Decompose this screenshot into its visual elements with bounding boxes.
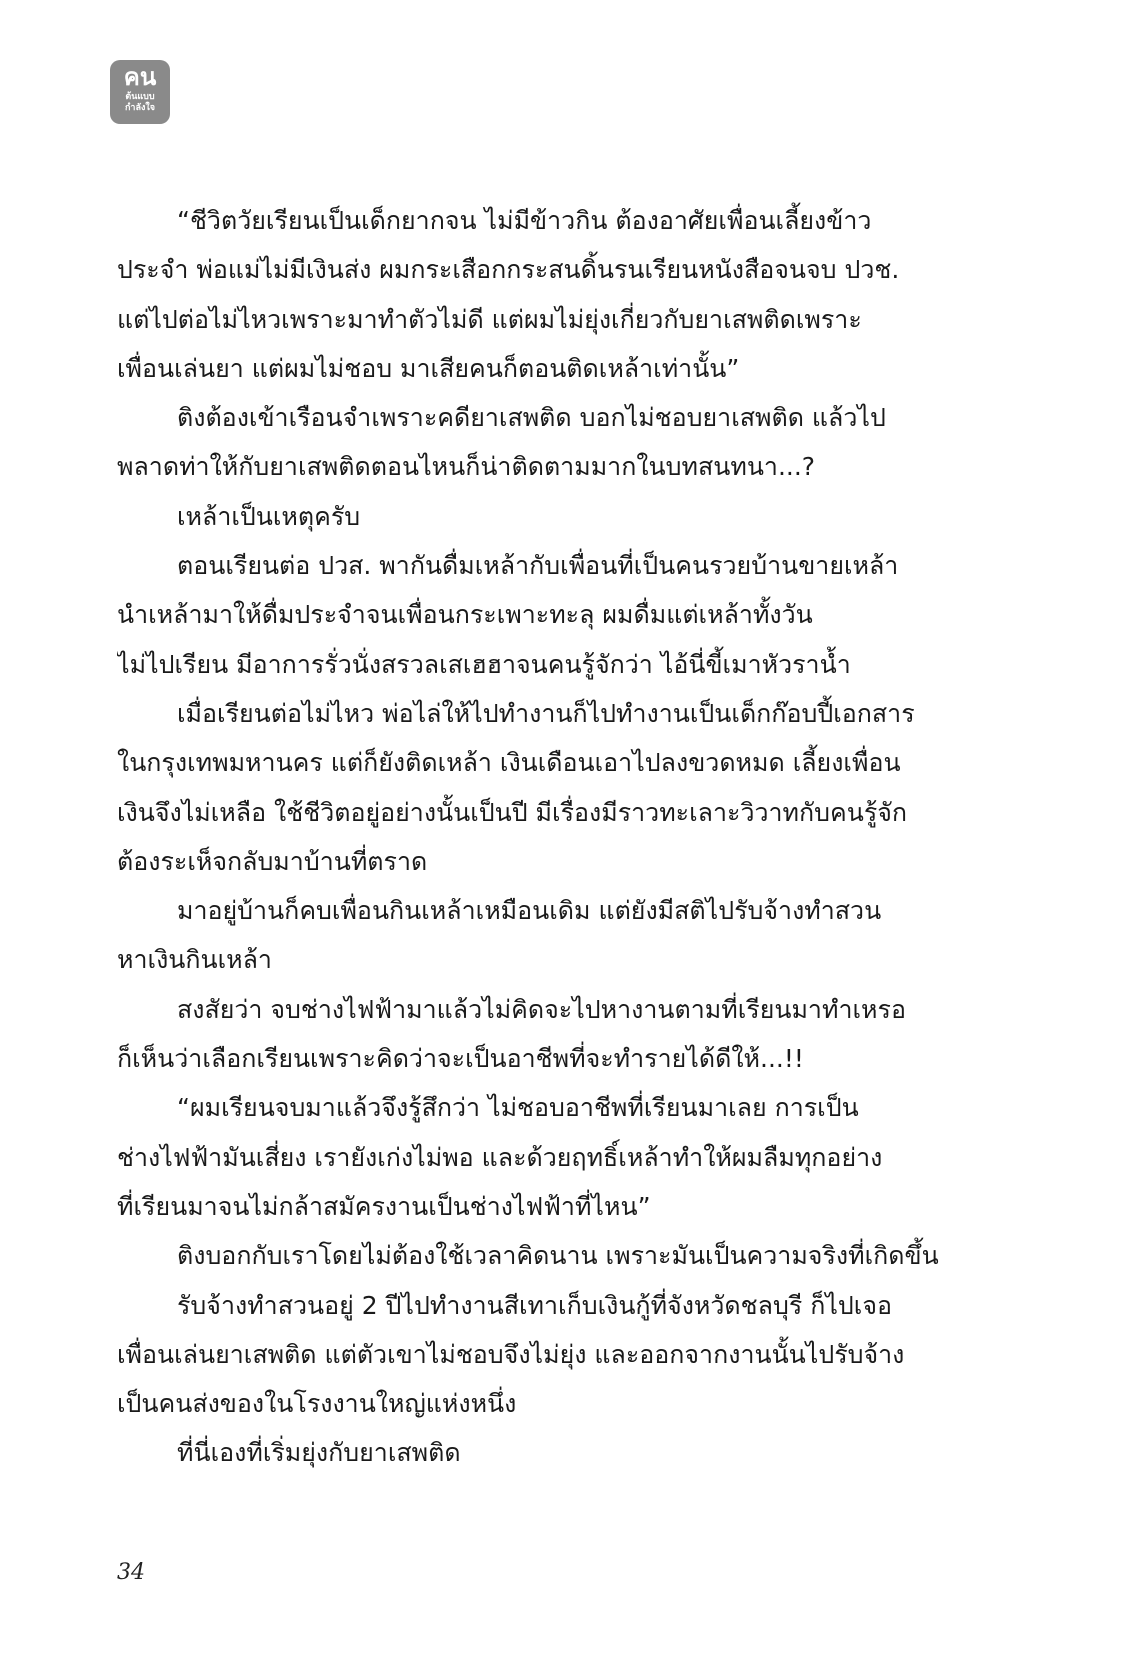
paragraph — [117, 985, 952, 1084]
text-line: แต่ไปต่อไม่ไหวเพราะมาทำตัวไม่ดี แต่ผมไม่ยุ่งเกี่ยวกับยาเสพติดเพราะ — [117, 304, 862, 334]
text-line: ในกรุงเทพมหานคร แต่ก็ยังติดเหล้า เงินเดือนเอาไปลงขวดหมด เลี้ยงเพื่อน — [117, 748, 901, 778]
text-line: ที่เรียนมาจนไม่กล้าสมัครงานเป็นช่างไฟฟ้าที่ไหน” — [117, 1191, 651, 1221]
paragraph — [117, 1428, 952, 1477]
text-line: ติงต้องเข้าเรือนจำเพราะคดียาเสพติด บอกไม่ชอบยาเสพติด แล้วไป — [177, 403, 886, 433]
logo-title: คน — [123, 63, 157, 91]
text-line: สงสัยว่า จบช่างไฟฟ้ามาแล้วไม่คิดจะไปหางานตามที่เรียนมาทำเหรอ — [177, 994, 906, 1024]
paragraph — [117, 886, 952, 985]
text-line: เพื่อนเล่นยา แต่ผมไม่ชอบ มาเสียคนก็ตอนติดเหล้าเท่านั้น” — [117, 353, 740, 383]
text-line: นำเหล้ามาให้ดื่มประจำจนเพื่อนกระเพาะทะลุ ผมดื่มแต่เหล้าทั้งวัน — [117, 600, 813, 630]
paragraph — [117, 1083, 952, 1231]
text-line: พลาดท่าให้กับยาเสพติดตอนไหนก็น่าติดตามมากในบทสนทนา...? — [117, 452, 816, 482]
text-line: ติงบอกกับเราโดยไม่ต้องใช้เวลาคิดนาน เพราะมันเป็นความจริงที่เกิดขึ้น — [177, 1241, 939, 1271]
text-line: ต้องระเห็จกลับมาบ้านที่ตราด — [117, 846, 428, 876]
logo-subtitle-2: กำลังใจ — [124, 103, 156, 113]
text-line: เมื่อเรียนต่อไม่ไหว พ่อไล่ให้ไปทำงานก็ไปทำงานเป็นเด็กก๊อบปี้เอกสาร — [177, 698, 915, 728]
text-line: ประจำ พ่อแม่ไม่มีเงินส่ง ผมกระเสือกกระสนดิ้นรนเรียนหนังสือจนจบ ปวช. — [117, 255, 900, 285]
paragraph — [117, 393, 952, 492]
text-line: ช่างไฟฟ้ามันเสี่ยง เรายังเก่งไม่พอ และด้วยฤทธิ์เหล้าทำให้ผมลืมทุกอย่าง — [117, 1142, 883, 1172]
text-line: เงินจึงไม่เหลือ ใช้ชีวิตอยู่อย่างนั้นเป็นปี มีเรื่องมีราวทะเลาะวิวาทกับคนรู้จัก — [117, 797, 908, 827]
text-line: รับจ้างทำสวนอยู่ 2 ปีไปทำงานสีเทาเก็บเงินกู้ที่จังหวัดชลบุรี ก็ไปเจอ — [177, 1290, 892, 1320]
paragraph — [117, 689, 952, 886]
page-number: 34 — [117, 1560, 145, 1585]
text-line: เป็นคนส่งของในโรงงานใหญ่แห่งหนึ่ง — [117, 1389, 517, 1419]
paragraph — [117, 1231, 952, 1280]
text-line: หาเงินกินเหล้า — [117, 945, 272, 975]
paragraph — [117, 492, 952, 541]
text-line: “ชีวิตวัยเรียนเป็นเด็กยากจน ไม่มีข้าวกิน ต้องอาศัยเพื่อนเลี้ยงข้าว — [177, 206, 872, 235]
text-line: เพื่อนเล่นยาเสพติด แต่ตัวเขาไม่ชอบจึงไม่ยุ่ง และออกจากงานนั้นไปรับจ้าง — [117, 1339, 905, 1369]
body-text — [117, 196, 952, 1478]
text-line: “ผมเรียนจบมาแล้วจึงรู้สึกว่า ไม่ชอบอาชีพที่เรียนมาเลย การเป็น — [177, 1093, 859, 1123]
paragraph — [117, 541, 952, 689]
text-line: ที่นี่เองที่เริ่มยุ่งกับยาเสพติด — [177, 1438, 461, 1468]
text-line: เหล้าเป็นเหตุครับ — [177, 501, 361, 531]
paragraph — [117, 1281, 952, 1429]
logo-subtitle-1: ต้นแบบ — [125, 92, 155, 102]
paragraph — [117, 196, 952, 393]
text-line: ก็เห็นว่าเลือกเรียนเพราะคิดว่าจะเป็นอาชีพที่จะทำรายได้ดีให้...!! — [117, 1044, 804, 1074]
text-line: มาอยู่บ้านก็คบเพื่อนกินเหล้าเหมือนเดิม แต่ยังมีสติไปรับจ้างทำสวน — [177, 896, 882, 926]
text-line: ตอนเรียนต่อ ปวส. พากันดื่มเหล้ากับเพื่อนที่เป็นคนรวยบ้านขายเหล้า — [177, 551, 899, 581]
book-series-logo — [110, 60, 170, 124]
text-line: ไม่ไปเรียน มีอาการรั่วนั่งสรวลเสเฮฮาจนคนรู้จักว่า ไอ้นี่ขี้เมาหัวราน้ำ — [117, 649, 851, 679]
